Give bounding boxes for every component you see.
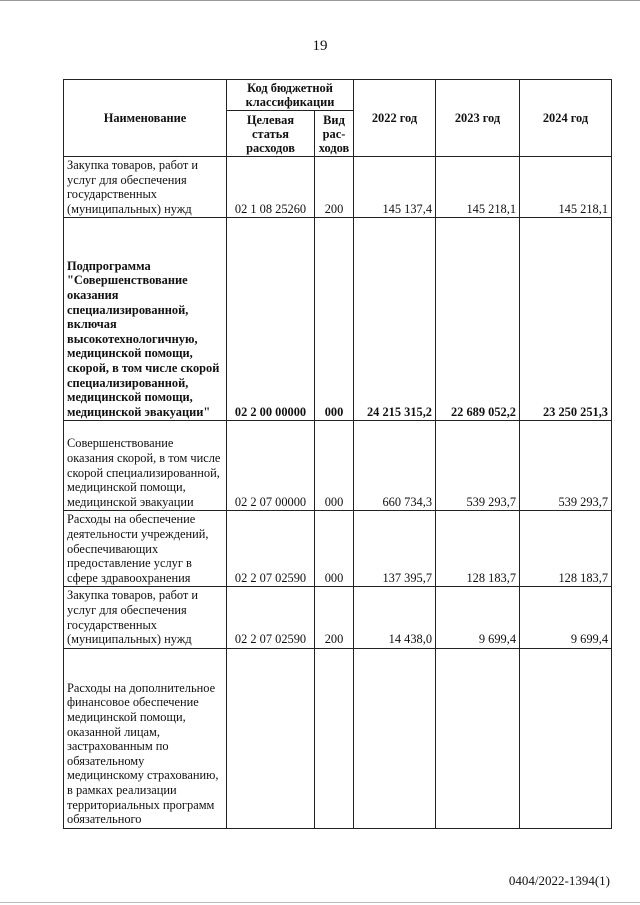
row-value-2024: 539 293,7 (520, 421, 612, 511)
row-value-2023 (436, 648, 520, 828)
row-value-2022: 24 215 315,2 (354, 218, 436, 421)
table-row (64, 587, 612, 648)
row-type: 000 (315, 511, 354, 587)
row-code: 02 2 07 02590 (227, 587, 315, 648)
bottom-edge-line (0, 902, 640, 903)
table-row (64, 218, 612, 421)
table-row (64, 648, 612, 828)
row-value-2023: 128 183,7 (436, 511, 520, 587)
header-budget-code: Код бюджетной классификации (227, 80, 354, 111)
row-value-2024: 145 218,1 (520, 157, 612, 218)
row-value-2024 (520, 648, 612, 828)
row-code: 02 2 07 00000 (227, 421, 315, 511)
budget-table (63, 79, 612, 829)
row-value-2024: 9 699,4 (520, 587, 612, 648)
row-value-2022 (354, 648, 436, 828)
table-row (64, 421, 612, 511)
row-name: Подпрограмма "Совершенствование оказания специализированной, включая высокотехнологичную, медицинской помощи, скорой, в том числе скорой специализированной, медицинской помощи, медицинской эвакуации" (64, 218, 227, 421)
document-id: 0404/2022-1394(1) (508, 873, 610, 888)
row-code: 02 2 07 02590 (227, 511, 315, 587)
row-name: Расходы на дополнительное финансовое обеспечение медицинской помощи, оказанной лицам, застрахованным по обязательному медицинскому страхованию, в рамках реализации территориальных программ обязательного (64, 648, 227, 828)
row-type: 200 (315, 587, 354, 648)
page-number: 19 (312, 38, 328, 54)
header-year-2024: 2024 год (520, 80, 612, 157)
row-value-2023: 145 218,1 (436, 157, 520, 218)
table-row (64, 157, 612, 218)
row-value-2022: 660 734,3 (354, 421, 436, 511)
row-value-2022: 14 438,0 (354, 587, 436, 648)
row-type: 000 (315, 218, 354, 421)
row-value-2022: 145 137,4 (354, 157, 436, 218)
table-row (64, 511, 612, 587)
row-type: 000 (315, 421, 354, 511)
row-code (227, 648, 315, 828)
row-type: 200 (315, 157, 354, 218)
row-name: Закупка товаров, работ и услуг для обеспечения государственных (муниципальных) нужд (64, 157, 227, 218)
row-code: 02 1 08 25260 (227, 157, 315, 218)
row-value-2024: 23 250 251,3 (520, 218, 612, 421)
header-name: Наименование (64, 80, 227, 157)
row-value-2023: 539 293,7 (436, 421, 520, 511)
top-edge-line (0, 0, 640, 1)
row-value-2024: 128 183,7 (520, 511, 612, 587)
row-value-2023: 22 689 052,2 (436, 218, 520, 421)
row-type (315, 648, 354, 828)
row-value-2022: 137 395,7 (354, 511, 436, 587)
header-year-2022: 2022 год (354, 80, 436, 157)
header-target-article: Целевая статья расходов (227, 111, 315, 157)
row-value-2023: 9 699,4 (436, 587, 520, 648)
header-expense-type: Вид рас-ходов (315, 111, 354, 157)
row-code: 02 2 00 00000 (227, 218, 315, 421)
row-name: Расходы на обеспечение деятельности учреждений, обеспечивающих предоставление услуг в сфере здравоохранения (64, 511, 227, 587)
row-name: Совершенствование оказания скорой, в том числе скорой специализированной, медицинской помощи, медицинской эвакуации (64, 421, 227, 511)
header-year-2023: 2023 год (436, 80, 520, 157)
row-name: Закупка товаров, работ и услуг для обеспечения государственных (муниципальных) нужд (64, 587, 227, 648)
